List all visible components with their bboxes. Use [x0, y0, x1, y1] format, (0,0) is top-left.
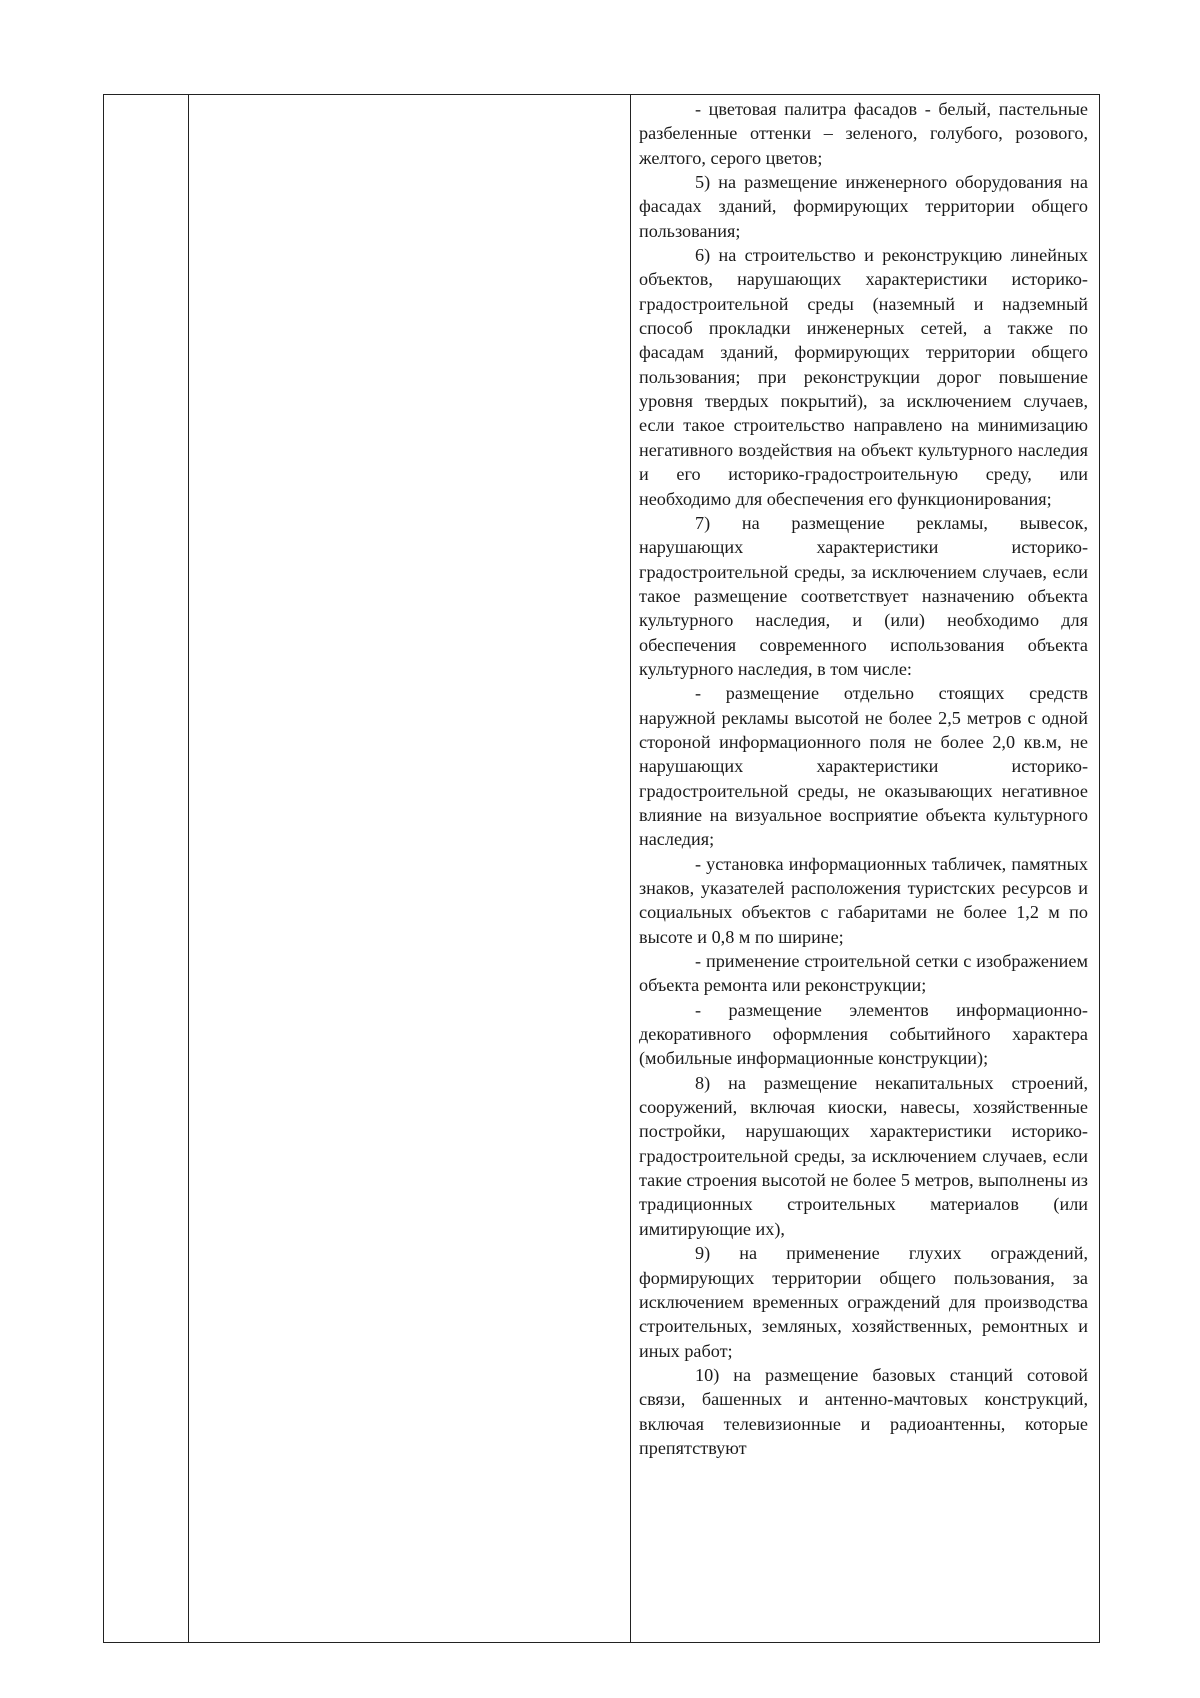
- paragraph-construction-mesh: - применение строительной сетки с изображением объекта ремонта или реконструкции;: [639, 951, 1088, 996]
- column-divider-2: [630, 95, 631, 1642]
- paragraph-item-7: 7) на размещение рекламы, вывесок, нарушающих характеристики историко-градостроительной среды, за исключением случаев, если такое размещение соответствует назначению объекта культурного наследия, и (или) необходимо для обеспечения современного использования объекта культурного наследия, в том числе:: [639, 512, 1088, 679]
- paragraph-item-10: 10) на размещение базовых станций сотовой связи, башенных и антенно-мачтовых конструкций, включая телевизионные и радиоантенны, которые препятствуют: [639, 1364, 1088, 1458]
- paragraph-item-6: 6) на строительство и реконструкцию линейных объектов, нарушающих характеристики историко-градостроительной среды (наземный и надземный способ прокладки инженерных сетей, а также по фасадам зданий, формирующих территории общего пользования; при реконструкции дорог повышение уровня твердых покрытий), за исключением случаев, если такое строительство направлено на минимизацию негативного воздействия на объект культурного наследия и его историко-градостроительную среду, или необходимо для обеспечения его функционирования;: [639, 245, 1088, 509]
- paragraph-item-5: 5) на размещение инженерного оборудования на фасадах зданий, формирующих территории общего пользования;: [639, 172, 1088, 241]
- paragraph-item-9: 9) на применение глухих ограждений, формирующих территории общего пользования, за исключением временных ограждений для производства строительных, земляных, хозяйственных, ремонтных и иных работ;: [639, 1243, 1088, 1361]
- paragraph-advertising: - размещение отдельно стоящих средств наружной рекламы высотой не более 2,5 метров с одной стороной информационного поля не более 2,0 кв.м, не нарушающих характеристики историко-градостроительной среды, не оказывающих негативное влияние на визуальное восприятие объекта культурного наследия;: [639, 683, 1088, 850]
- paragraph-item-8: 8) на размещение некапитальных строений, сооружений, включая киоски, навесы, хозяйственные постройки, нарушающих характеристики историко-градостроительной среды, за исключением случаев, если такие строения высотой не более 5 метров, выполнены из традиционных строительных материалов (или имитирующие их),: [639, 1072, 1088, 1239]
- column-divider-1: [188, 95, 189, 1642]
- regulations-text-cell: [639, 97, 1088, 1460]
- document-table: [103, 94, 1100, 1643]
- paragraph-info-plates: - установка информационных табличек, памятных знаков, указателей расположения туристских ресурсов и социальных объектов с габаритами не более 1,2 м по высоте и 0,8 м по ширине;: [639, 853, 1088, 947]
- paragraph-facade-palette: - цветовая палитра фасадов - белый, пастельные разбеленные оттенки – зеленого, голубого, розового, желтого, серого цветов;: [639, 99, 1088, 168]
- paragraph-decorative-elements: - размещение элементов информационно-декоративного оформления событийного характера (мобильные информационные конструкции);: [639, 999, 1088, 1069]
